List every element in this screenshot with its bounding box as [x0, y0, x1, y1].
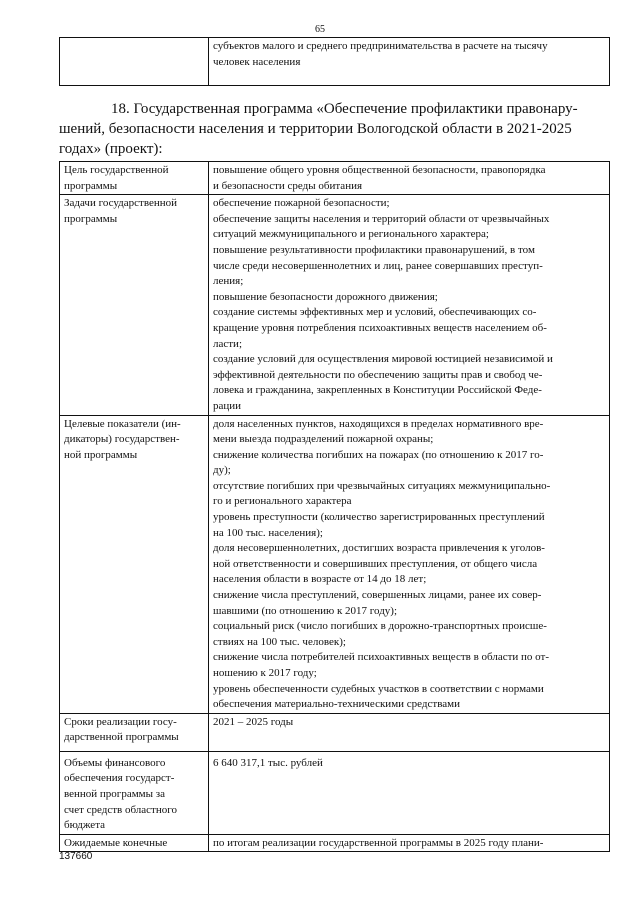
table-row	[60, 162, 610, 195]
value-line: обеспечения материально-техническими средствами	[213, 698, 460, 711]
heading-line: 18. Государственная программа «Обеспечение профилактики правонару-	[111, 101, 578, 117]
value-line: снижение числа потребителей психоактивных веществ в области по от-	[213, 651, 549, 664]
label-line: Цель государственной	[64, 164, 169, 176]
table-cell-empty	[60, 38, 209, 86]
label-line: дикаторы) государствен-	[64, 433, 180, 446]
row-label	[60, 415, 209, 713]
value-line: снижение числа преступлений, совершенных лицами, ранее их совер-	[213, 589, 542, 602]
value-line: ласти;	[213, 337, 243, 350]
continued-table	[59, 37, 610, 86]
row-label	[60, 834, 209, 852]
row-value	[209, 195, 610, 415]
value-line: ной ответственности и совершивших преступления, от общего числа	[213, 557, 538, 570]
value-line: эффективной деятельности по обеспечению защиты прав и свобод че-	[213, 368, 543, 381]
row-label	[60, 751, 209, 834]
value-line: создание условий для осуществления мировой юстицией независимой и	[213, 353, 553, 366]
label-line: Целевые показатели (ин-	[64, 417, 181, 430]
value-line: населения области в возрасте от 14 до 18 лет;	[213, 573, 427, 586]
table-row	[60, 751, 610, 834]
value-line: ситуаций межмуниципального и регионального характера;	[213, 228, 489, 241]
section-heading	[59, 99, 610, 159]
value-line: социальный риск (число погибших в дорожно-транспортных происше-	[213, 620, 547, 633]
row-label	[60, 713, 209, 751]
row-value	[209, 834, 610, 852]
value-line: кращение уровня потребления психоактивных веществ населением об-	[213, 321, 547, 334]
table-row	[60, 38, 610, 86]
text-line: человек населения	[213, 55, 301, 68]
label-line: Задачи государственной	[64, 197, 177, 210]
value-line: рации	[213, 399, 242, 412]
value-line: ствиях на 100 тыс. человек);	[213, 635, 346, 648]
value-line: уровень обеспеченности судебных участков в соответствии с нормами	[213, 682, 544, 695]
label-line: Ожидаемые конечные	[64, 836, 168, 849]
value-line: обеспечение защиты населения и территорий области от чрезвычайных	[213, 212, 550, 225]
document-number-stamp: 137660	[59, 851, 93, 862]
row-label	[60, 162, 209, 195]
label-line: программы	[64, 212, 118, 225]
value-line: ду);	[213, 464, 231, 477]
label-line: Объемы финансового	[64, 756, 166, 769]
label-line: Сроки реализации госу-	[64, 715, 177, 728]
value-line: создание системы эффективных мер и условий, обеспечивающих со-	[213, 306, 537, 319]
label-line: ной программы	[64, 448, 138, 461]
heading-line: шений, безопасности населения и территории Вологодской области в 2021-2025	[59, 121, 572, 137]
table-row	[60, 195, 610, 415]
label-line: дарственной программы	[64, 731, 179, 744]
heading-line: годах» (проект):	[59, 141, 163, 157]
value-line: мени выезда подразделений пожарной охраны;	[213, 433, 434, 446]
page-number: 65	[315, 24, 325, 35]
value-line: 6 640 317,1 тыс. рублей	[213, 756, 323, 769]
label-line: обеспечения государст-	[64, 772, 175, 785]
value-line: ления;	[213, 275, 244, 288]
value-line: доля населенных пунктов, находящихся в пределах нормативного вре-	[213, 417, 544, 430]
value-line: повышение общего уровня общественной безопасности, правопорядка	[213, 164, 546, 176]
row-value	[209, 713, 610, 751]
value-line: обеспечение пожарной безопасности;	[213, 197, 390, 210]
value-line: и безопасности среды обитания	[213, 179, 363, 192]
label-line: счет средств областного	[64, 803, 177, 816]
value-line: уровень преступности (количество зарегистрированных преступлений	[213, 511, 545, 524]
program-passport-table	[59, 161, 610, 852]
value-line: ловека и гражданина, закрепленных в Конституции Российской Феде-	[213, 384, 542, 397]
table-row	[60, 713, 610, 751]
value-line: на 100 тыс. населения);	[213, 526, 323, 539]
row-value	[209, 162, 610, 195]
text-line: субъектов малого и среднего предпринимательства в расчете на тысячу	[213, 40, 548, 52]
value-line: го и регионального характера	[213, 495, 352, 508]
value-line: 2021 – 2025 годы	[213, 715, 294, 728]
value-line: ношению к 2017 году;	[213, 667, 317, 679]
table-cell-text	[209, 38, 610, 86]
label-line: бюджета	[64, 819, 106, 832]
value-line: числе среди несовершеннолетних и лиц, ранее совершавших преступ-	[213, 259, 543, 272]
value-line: повышение результативности профилактики правонарушений, в том	[213, 243, 535, 256]
label-line: венной программы за	[64, 787, 165, 800]
label-line: программы	[64, 179, 118, 192]
table-row	[60, 415, 610, 713]
row-value	[209, 751, 610, 834]
value-line: доля несовершеннолетних, достигших возраста привлечения к уголов-	[213, 542, 545, 555]
row-value	[209, 415, 610, 713]
row-label	[60, 195, 209, 415]
value-line: повышение безопасности дорожного движения;	[213, 290, 438, 303]
table-row	[60, 834, 610, 852]
value-line: отсутствие погибших при чрезвычайных ситуациях межмуниципально-	[213, 479, 551, 492]
value-line: снижение количества погибших на пожарах (по отношению к 2017 го-	[213, 448, 544, 461]
value-line: по итогам реализации государственной программы в 2025 году плани-	[213, 836, 544, 849]
value-line: шавшими (по отношению к 2017 году);	[213, 604, 398, 617]
